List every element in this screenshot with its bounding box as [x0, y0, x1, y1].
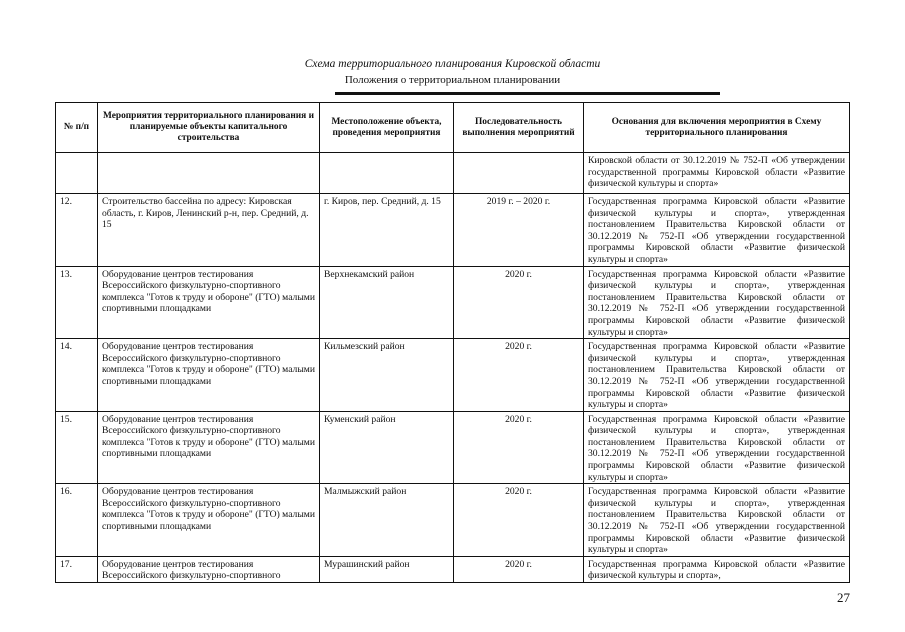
- cell-period: 2020 г.: [454, 266, 584, 339]
- column-header-activity: Мероприятия территориального планирования и планируемые объекты капитального строительства: [98, 103, 320, 153]
- cell-period: [454, 153, 584, 194]
- header-divider: [335, 92, 720, 95]
- cell-basis: Государственная программа Кировской области «Развитие физической культуры и спорта», утвержденная постановлением Правительства Кировской области от 30.12.2019 № 752-П «Об утверждении государственной программы Кировской области «Развитие физической культуры и спорта»: [584, 266, 850, 339]
- cell-number: 13.: [56, 266, 98, 339]
- cell-location: г. Киров, пер. Средний, д. 15: [320, 194, 454, 267]
- cell-location: Куменский район: [320, 411, 454, 484]
- cell-number: 17.: [56, 556, 98, 582]
- cell-location: [320, 153, 454, 194]
- cell-basis: Государственная программа Кировской области «Развитие физической культуры и спорта», утвержденная постановлением Правительства Кировской области от 30.12.2019 № 752-П «Об утверждении государственной программы Кировской области «Развитие физической культуры и спорта»: [584, 484, 850, 557]
- cell-activity: Оборудование центров тестирования Всероссийского физкультурно-спортивного комплекса "Готов к труду и обороне" (ГТО) малыми спортивными площадками: [98, 484, 320, 557]
- cell-period: 2020 г.: [454, 556, 584, 582]
- cell-number: 14.: [56, 339, 98, 412]
- page-number: 27: [837, 590, 850, 605]
- planning-table: [55, 102, 850, 583]
- cell-activity: Оборудование центров тестирования Всероссийского физкультурно-спортивного комплекса "Готов к труду и обороне" (ГТО) малыми спортивными площадками: [98, 266, 320, 339]
- table-row: [56, 194, 850, 267]
- cell-number: 15.: [56, 411, 98, 484]
- cell-basis: Государственная программа Кировской области «Развитие физической культуры и спорта», утвержденная постановлением Правительства Кировской области от 30.12.2019 № 752-П «Об утверждении государственной программы Кировской области «Развитие физической культуры и спорта»: [584, 411, 850, 484]
- cell-location: Верхнекамский район: [320, 266, 454, 339]
- table-row: [56, 411, 850, 484]
- cell-number: 16.: [56, 484, 98, 557]
- column-header-number: № п/п: [56, 103, 98, 153]
- cell-activity: Оборудование центров тестирования Всероссийского физкультурно-спортивного комплекса "Готов к труду и обороне" (ГТО) малыми спортивными площадками: [98, 411, 320, 484]
- cell-period: 2020 г.: [454, 411, 584, 484]
- table-row-continued: [56, 153, 850, 194]
- document-title: Схема территориального планирования Кировской области: [304, 58, 601, 70]
- cell-activity: Строительство бассейна по адресу: Кировская область, г. Киров, Ленинский р-н, пер. Средний, д. 15: [98, 194, 320, 267]
- cell-period: 2020 г.: [454, 339, 584, 412]
- column-header-basis: Основания для включения мероприятия в Схему территориального планирования: [584, 103, 850, 153]
- table-header-row: [56, 103, 850, 153]
- cell-period: 2020 г.: [454, 484, 584, 557]
- cell-activity: Оборудование центров тестирования Всероссийского физкультурно-спортивного: [98, 556, 320, 582]
- cell-number: [56, 153, 98, 194]
- column-header-location: Местоположение объекта, проведения мероприятия: [320, 103, 454, 153]
- cell-activity: [98, 153, 320, 194]
- cell-number: 12.: [56, 194, 98, 267]
- column-header-period: Последовательность выполнения мероприятий: [454, 103, 584, 153]
- cell-basis: Государственная программа Кировской области «Развитие физической культуры и спорта», утвержденная постановлением Правительства Кировской области от 30.12.2019 № 752-П «Об утверждении государственной программы Кировской области «Развитие физической культуры и спорта»: [584, 339, 850, 412]
- table-row: [56, 266, 850, 339]
- cell-basis: Государственная программа Кировской области «Развитие физической культуры и спорта», утвержденная постановлением Правительства Кировской области от 30.12.2019 № 752-П «Об утверждении государственной программы Кировской области «Развитие физической культуры и спорта»: [584, 194, 850, 267]
- document-subtitle: Положения о территориальном планировании: [344, 74, 561, 86]
- table-row: [56, 556, 850, 582]
- table-row: [56, 339, 850, 412]
- cell-location: Мурашинский район: [320, 556, 454, 582]
- table-row: [56, 484, 850, 557]
- cell-location: Кильмезский район: [320, 339, 454, 412]
- cell-basis: Государственная программа Кировской области «Развитие физической культуры и спорта»,: [584, 556, 850, 582]
- cell-activity: Оборудование центров тестирования Всероссийского физкультурно-спортивного комплекса "Готов к труду и обороне" (ГТО) малыми спортивными площадками: [98, 339, 320, 412]
- cell-basis: Кировской области от 30.12.2019 № 752-П «Об утверждении государственной программы Кировской области «Развитие физической культуры и спорта»: [584, 153, 850, 194]
- cell-location: Малмыжский район: [320, 484, 454, 557]
- cell-period: 2019 г. – 2020 г.: [454, 194, 584, 267]
